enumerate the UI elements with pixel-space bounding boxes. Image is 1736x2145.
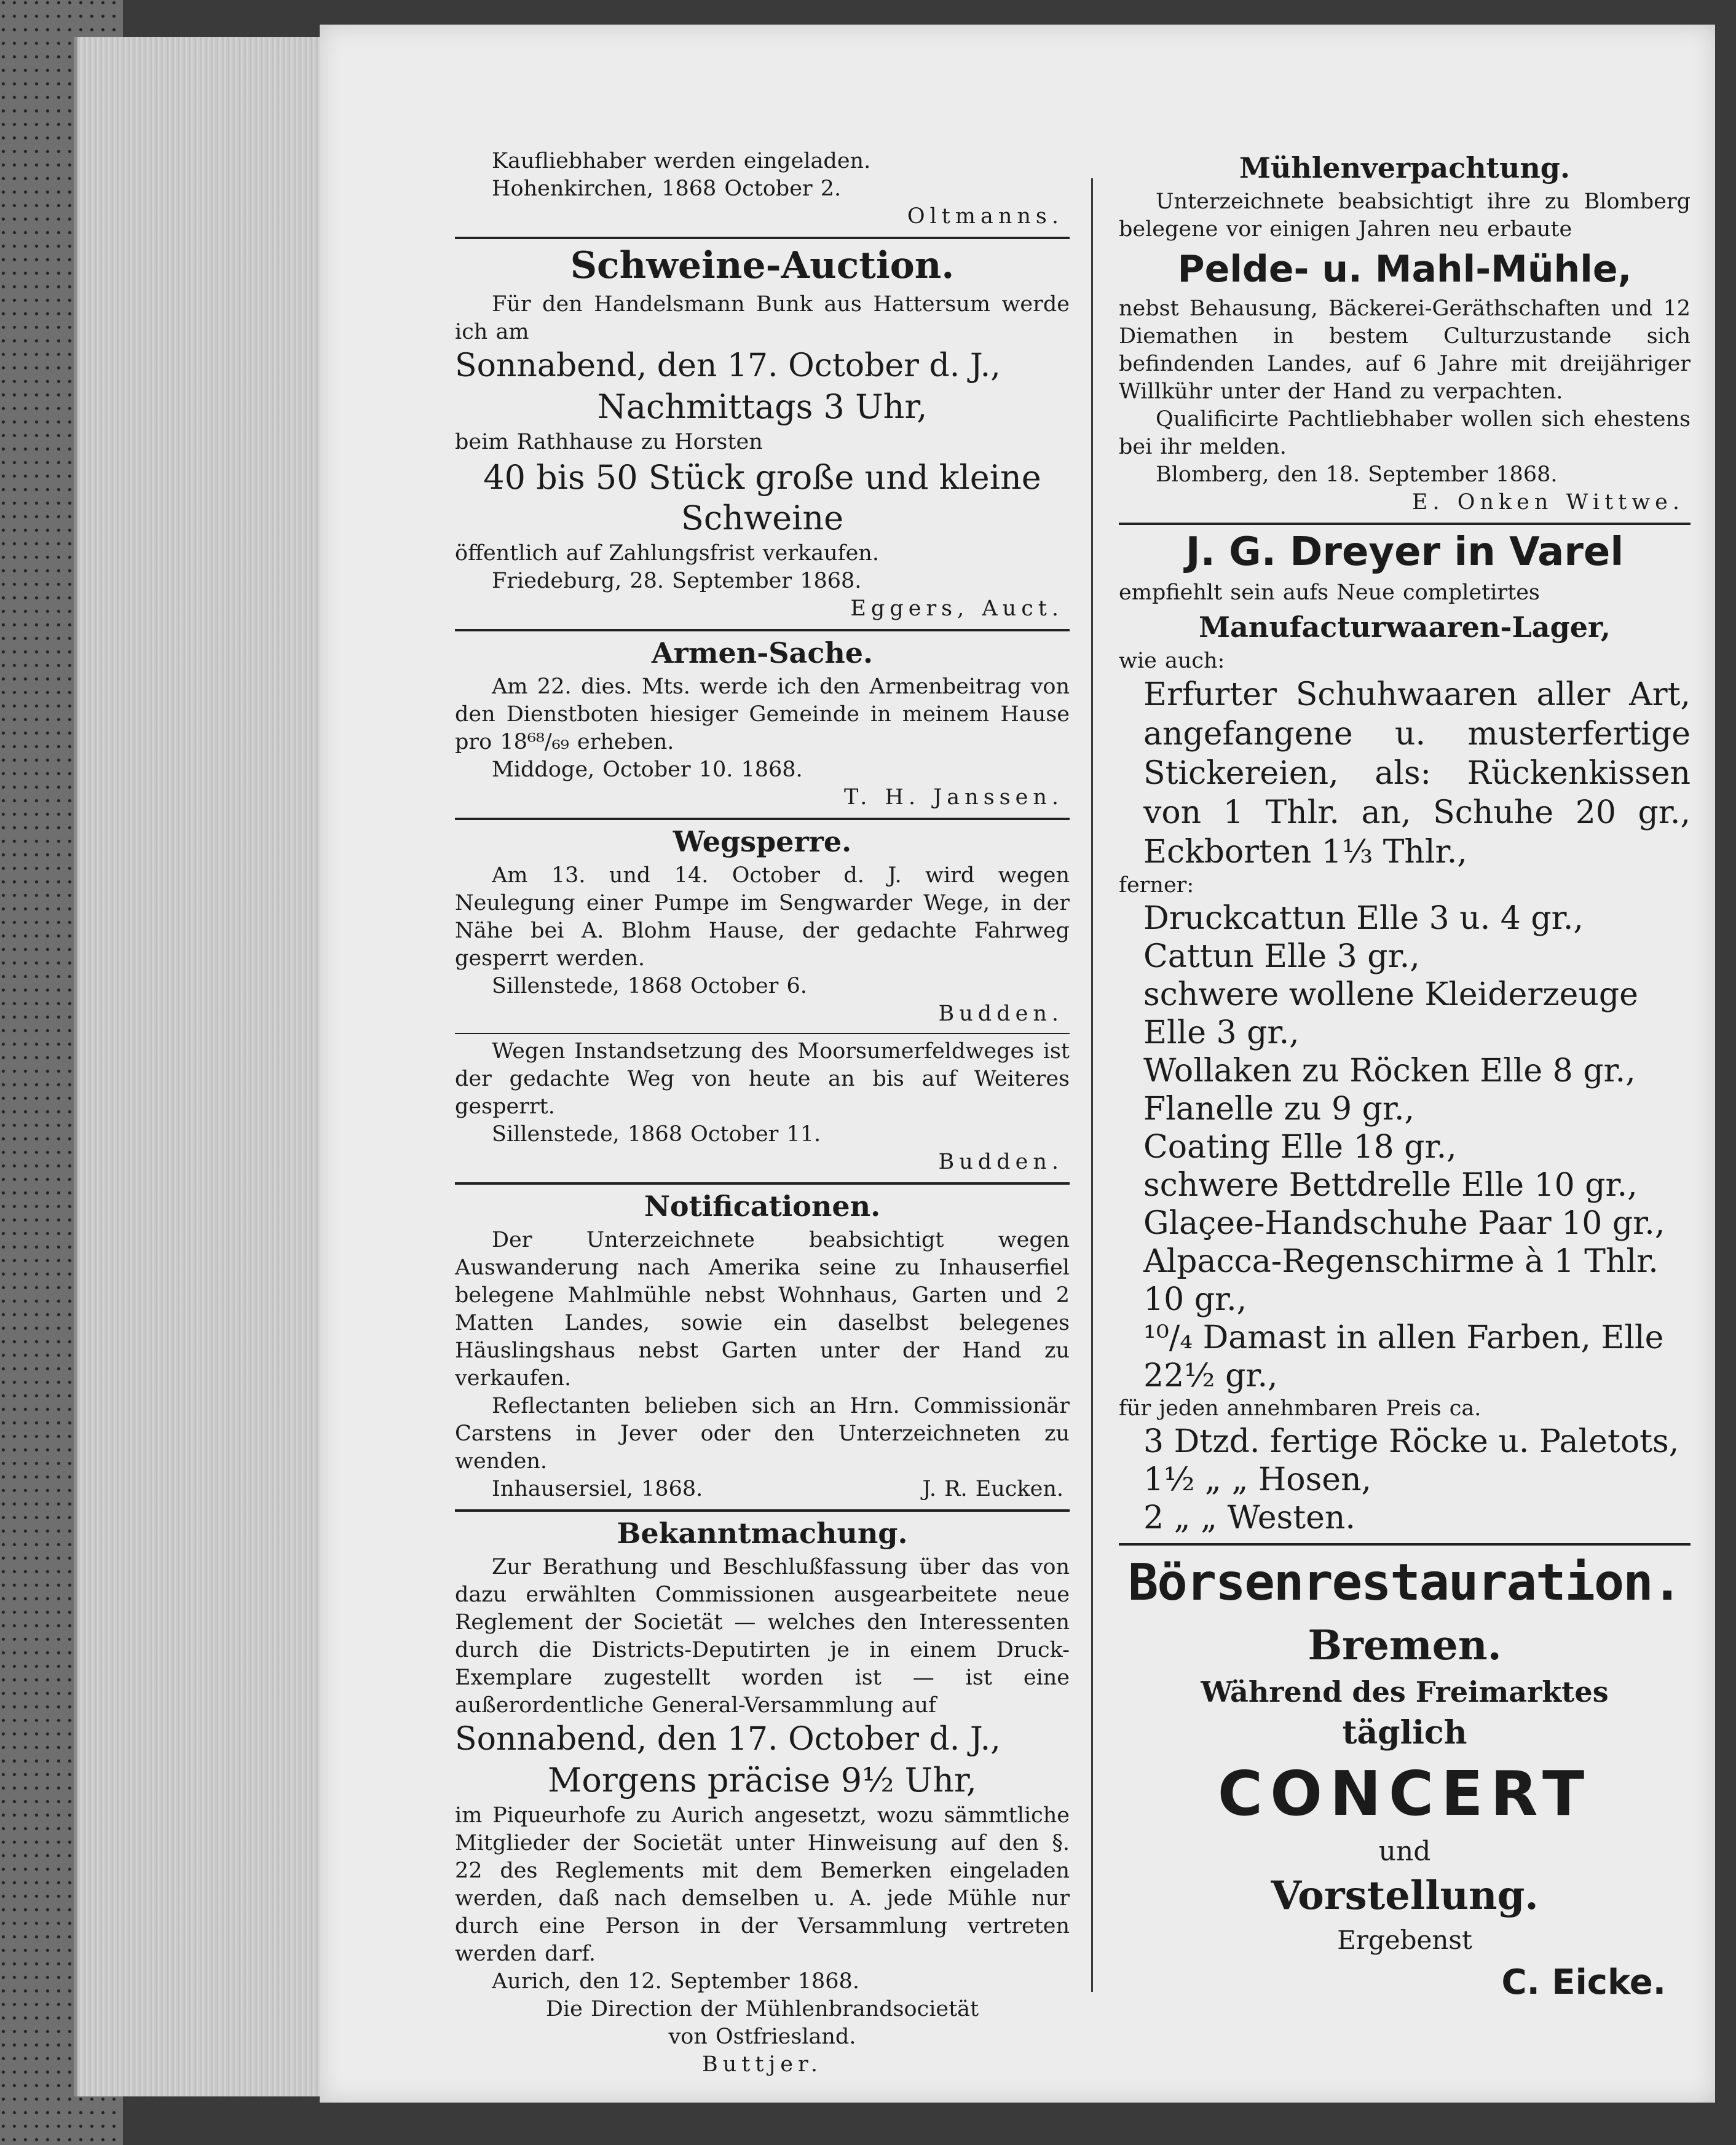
dreyer-intro: empfiehlt sein aufs Neue completirtes: [1119, 580, 1540, 605]
armen-signature: T. H. Janssen.: [844, 785, 1063, 810]
dreyer-item: Erfurter Schuhwaaren aller Art, angefangene u. musterfertige Stickereien, als: Rückenkissen von 1 Thlr. an, Schuhe 20 gr., Eckborten 1⅓ Thlr.,: [1143, 676, 1691, 871]
dreyer-ferner: ferner:: [1119, 873, 1194, 898]
bekanntmachung: [455, 1515, 1070, 2079]
left-column: [455, 148, 1070, 2079]
boerse-ad: [1119, 1549, 1691, 2004]
boerse-city: Bremen.: [1308, 1621, 1502, 1669]
wegsperre-title: Wegsperre.: [673, 825, 852, 858]
schweine-terms: öffentlich auf Zahlungsfrist verkaufen.: [455, 541, 879, 566]
wegsperre-text: Am 13. und 14. October d. J. wird wegen Neulegung einer Pumpe im Sengwarder Wege, in der Nähe bei A. Blohm Hause, der gedachte Fahrweg gesperrt werden.: [455, 863, 1070, 971]
armen-text: Am 22. dies. Mts. werde ich den Armenbeitrag von den Dienstboten hiesiger Gemeinde in meinem Hause pro 18⁶⁸/₆₉ erheben.: [455, 674, 1070, 754]
muehle-title: Mühlenverpachtung.: [1239, 151, 1570, 184]
dreyer-title: J. G. Dreyer in Varel: [1185, 529, 1624, 575]
kauf-text: Kaufliebhaber werden eingeladen.: [492, 149, 871, 173]
right-column: [1119, 148, 1691, 2008]
dreyer-fuer: für jeden annehmbaren Preis ca.: [1119, 1396, 1482, 1421]
notif-signature: J. R. Eucken.: [922, 1477, 1063, 1501]
boerse-line2: täglich: [1342, 1714, 1467, 1752]
dreyer-item: Cattun Elle 3 gr.,: [1143, 938, 1420, 975]
notif-place-date: Inhausersiel, 1868.: [492, 1477, 703, 1501]
section-rule: [455, 629, 1070, 631]
boerse-signature: C. Eicke.: [1501, 1962, 1666, 2002]
notif-text-2: Reflectanten belieben sich an Hrn. Commissionär Carstens in Jever oder den Unterzeichneten zu wenden.: [455, 1394, 1070, 1474]
wegsperre-signature: Budden.: [938, 1001, 1063, 1026]
dreyer-item: Alpacca-Regenschirme à 1 Thlr. 10 gr.,: [1143, 1243, 1659, 1318]
wegsperre-place-date: Sillenstede, 1868 October 6.: [492, 974, 807, 998]
bekannt-place-date: Aurich, den 12. September 1868.: [492, 1969, 859, 1994]
muehle-name: Pelde- u. Mahl-Mühle,: [1177, 248, 1632, 291]
section-rule: [455, 1509, 1070, 1512]
kauf-place-date: Hohenkirchen, 1868 October 2.: [492, 176, 842, 201]
dreyer-item: 2 „ „ Westen.: [1143, 1499, 1355, 1536]
muehle-text: nebst Behausung, Bäckerei-Geräthschaften und 12 Diemathen in bestem Culturzustande sich befindenden Landes, auf 6 Jahre mit dreijähriger Willkühr unter der Hand zu verpachten.: [1119, 296, 1691, 404]
dreyer-ad: [1119, 529, 1691, 1537]
schweine-auction: [455, 243, 1070, 623]
section-rule: [1119, 1543, 1691, 1546]
armen-sache: [455, 635, 1070, 812]
dreyer-wie: wie auch:: [1119, 649, 1225, 673]
dreyer-item: Flanelle zu 9 gr.,: [1143, 1091, 1415, 1128]
schweine-place-date: Friedeburg, 28. September 1868.: [492, 569, 862, 593]
schweine-time: Nachmittags 3 Uhr,: [597, 387, 928, 426]
boerse-line1: Während des Freimarktes: [1201, 1675, 1609, 1708]
schweine-place: beim Rathhause zu Horsten: [455, 430, 763, 454]
notif-text: Der Unterzeichnete beabsichtigt wegen Auswanderung nach Amerika seine zu Inhauserfiel belegene Mahlmühle nebst Wohnhaus, Garten und 2 Matten Landes, sowie ein daselbst belegenes Häuslingshaus nebst Garten unter der Hand zu verkaufen.: [455, 1228, 1070, 1391]
dreyer-item: Wollaken zu Röcken Elle 8 gr.,: [1143, 1053, 1636, 1089]
muehle-signature: E. Onken Wittwe.: [1411, 490, 1684, 515]
wegsperre-text-2: Wegen Instandsetzung des Moorsumerfeldweges ist der gedachte Weg von heute an bis auf Weiteres gesperrt.: [455, 1039, 1070, 1119]
bekannt-sig-3: Buttjer.: [702, 2052, 823, 2077]
bekannt-text: Zur Berathung und Beschlußfassung über das von dazu erwählten Commissionen ausgearbeitete neue Reglement der Societät — welches den Interessenten durch die Districts-Deputirten je in einem Druck-Exemplare zugestellt worden ist — ist eine außerordentliche General-Versammlung auf: [455, 1555, 1070, 1718]
dreyer-item: ¹⁰/₄ Damast in allen Farben, Elle 22½ gr.,: [1143, 1319, 1664, 1394]
boerse-concert: CONCERT: [1217, 1758, 1592, 1830]
wegsperre: [455, 824, 1070, 1176]
dreyer-lager: Manufacturwaaren-Lager,: [1199, 610, 1611, 644]
kauf-signature: Oltmanns.: [907, 204, 1063, 229]
bekannt-time: Morgens präcise 9½ Uhr,: [548, 1761, 977, 1799]
muehle-place-date: Blomberg, den 18. September 1868.: [1156, 462, 1558, 487]
dreyer-item: schwere wollene Kleiderzeuge Elle 3 gr.,: [1143, 976, 1638, 1051]
dreyer-item: 1½ „ „ Hosen,: [1143, 1461, 1372, 1498]
section-rule: [455, 818, 1070, 820]
boerse-title: Börsenrestauration.: [1128, 1554, 1681, 1612]
bekannt-sig-2: von Ostfriesland.: [668, 2025, 856, 2049]
schweine-offer: 40 bis 50 Stück große und kleine Schweine: [483, 458, 1041, 537]
notif-title: Notificationen.: [644, 1190, 881, 1223]
dreyer-item: Druckcattun Elle 3 u. 4 gr.,: [1143, 900, 1584, 937]
schweine-intro: Für den Handelsmann Bunk aus Hattersum werde ich am: [455, 292, 1070, 344]
muehlenverpachtung: [1119, 150, 1691, 516]
boerse-vorstellung: Vorstellung.: [1271, 1873, 1539, 1919]
book-page-edges: [74, 37, 342, 2096]
schweine-date: Sonnabend, den 17. October d. J.,: [455, 347, 1001, 384]
bekannt-sig-1: Die Direction der Mühlenbrandsocietät: [545, 1997, 979, 2021]
bekannt-text-2: im Piqueurhofe zu Aurich angesetzt, wozu sämmtliche Mitglieder der Societät unter Hinweisung auf den §. 22 des Reglements mit dem Bemerken eingeladen werden, daß nach demselben u. A. jede Mühle nur durch eine Person in der Versammlung vertreten werden darf.: [455, 1803, 1070, 1966]
kauf-notice: [455, 148, 1070, 231]
dreyer-item: Glaçee-Handschuhe Paar 10 gr.,: [1143, 1205, 1665, 1242]
wegsperre-place-date-2: Sillenstede, 1868 October 11.: [492, 1122, 821, 1147]
muehle-intro: Unterzeichnete beabsichtigt ihre zu Blomberg belegene vor einigen Jahren neu erbaute: [1119, 189, 1691, 242]
section-rule: [455, 237, 1070, 239]
section-rule: [455, 1033, 1070, 1034]
section-rule: [1119, 523, 1691, 525]
section-rule: [455, 1182, 1070, 1185]
armen-title: Armen-Sache.: [651, 636, 874, 670]
newspaper-page: [320, 25, 1715, 2103]
schweine-signature: Eggers, Auct.: [850, 596, 1063, 621]
bekannt-title: Bekanntmachung.: [617, 1517, 908, 1550]
dreyer-item: Coating Elle 18 gr.,: [1143, 1129, 1457, 1166]
dreyer-item: schwere Bettdrelle Elle 10 gr.,: [1143, 1167, 1638, 1204]
wegsperre-signature-2: Budden.: [938, 1150, 1063, 1174]
boerse-und: und: [1378, 1836, 1431, 1867]
boerse-ergebenst: Ergebenst: [1337, 1925, 1472, 1955]
armen-place-date: Middoge, October 10. 1868.: [492, 757, 803, 782]
muehle-text-2: Qualificirte Pachtliebhaber wollen sich ehestens bei ihr melden.: [1119, 407, 1691, 459]
schweine-title: Schweine-Auction.: [570, 244, 955, 287]
dreyer-item: 3 Dtzd. fertige Röcke u. Paletots,: [1143, 1423, 1679, 1460]
notif-footer: [455, 1475, 1070, 1503]
notificationen: [455, 1188, 1070, 1503]
column-divider: [1091, 178, 1093, 1992]
bekannt-date: Sonnabend, den 17. October d. J.,: [455, 1721, 1001, 1758]
